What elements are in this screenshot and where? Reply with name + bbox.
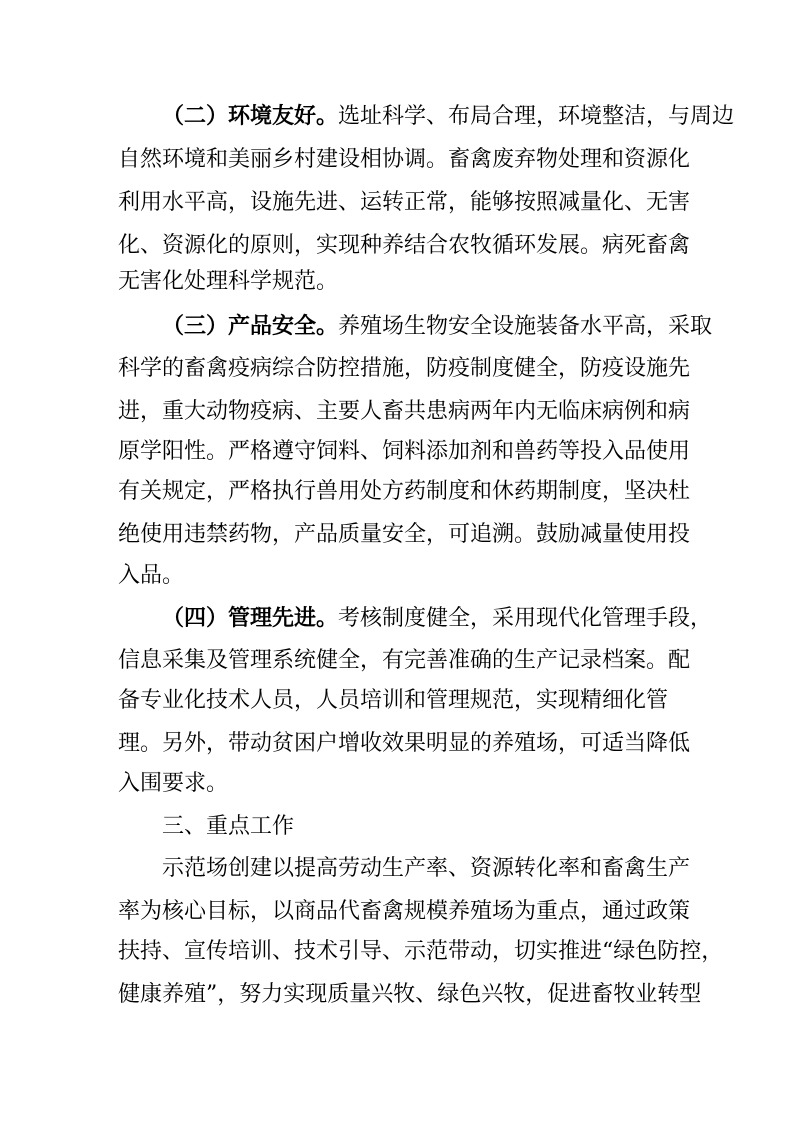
paragraph-env-line-1	[162, 103, 734, 130]
paragraph-env-line-4: 化、资源化的原则，实现种养结合农牧循环发展。病死畜禽	[118, 233, 691, 258]
paragraph-key-work-line-1: 示范场创建以提高劳动生产率、资源转化率和畜禽生产	[162, 856, 691, 881]
paragraph-product-line-4: 原学阳性。严格遵守饲料、饲料添加剂和兽药等投入品使用	[118, 439, 691, 464]
paragraph-env-line-3: 利用水平高，设施先进、运转正常，能够按照减量化、无害	[118, 190, 691, 215]
section-heading-env: （二）环境友好。	[162, 103, 339, 129]
paragraph-product-line-7: 入品。	[118, 563, 185, 588]
paragraph-product-line-6: 绝使用违禁药物，产品质量安全，可追溯。鼓励减量使用投	[118, 522, 691, 547]
paragraph-product-line-5: 有关规定，严格执行兽用处方药制度和休药期制度，坚决杜	[118, 479, 691, 504]
section-heading-manage: （四）管理先进。	[162, 605, 339, 631]
paragraph-manage-line-5: 入围要求。	[118, 771, 229, 796]
section-heading-key-work: 三、重点工作	[162, 814, 295, 839]
paragraph-key-work-line-4: 健康养殖”，努力实现质量兴牧、绿色兴牧，促进畜牧业转型	[118, 982, 702, 1007]
paragraph-env-line-2: 自然环境和美丽乡村建设相协调。畜禽废弃物处理和资源化	[118, 147, 691, 172]
paragraph-key-work-line-2: 率为核心目标，以商品代畜禽规模养殖场为重点，通过政策	[118, 899, 691, 924]
paragraph-env-line-5: 无害化处理科学规范。	[118, 269, 339, 294]
paragraph-text: 考核制度健全，采用现代化管理手段，	[338, 606, 713, 631]
section-heading-product: （三）产品安全。	[162, 313, 339, 339]
paragraph-manage-line-2: 信息采集及管理系统健全，有完善准确的生产记录档案。配	[118, 648, 691, 673]
paragraph-text: 选址科学、布局合理，环境整洁，与周边	[338, 104, 735, 129]
paragraph-manage-line-4: 理。另外，带动贫困户增收效果明显的养殖场，可适当降低	[118, 731, 691, 756]
paragraph-key-work-line-3: 扶持、宣传培训、技术引导、示范带动，切实推进“绿色防控，	[118, 939, 724, 964]
paragraph-manage-line-3: 备专业化技术人员，人员培训和管理规范，实现精细化管	[118, 688, 669, 713]
paragraph-product-line-3: 进，重大动物疫病、主要人畜共患病两年内无临床病例和病	[118, 399, 691, 424]
paragraph-manage-line-1	[162, 605, 712, 632]
paragraph-product-line-1	[162, 313, 712, 340]
paragraph-product-line-2: 科学的畜禽疫病综合防控措施，防疫制度健全，防疫设施先	[118, 356, 691, 381]
paragraph-text: 养殖场生物安全设施装备水平高，采取	[338, 314, 713, 339]
